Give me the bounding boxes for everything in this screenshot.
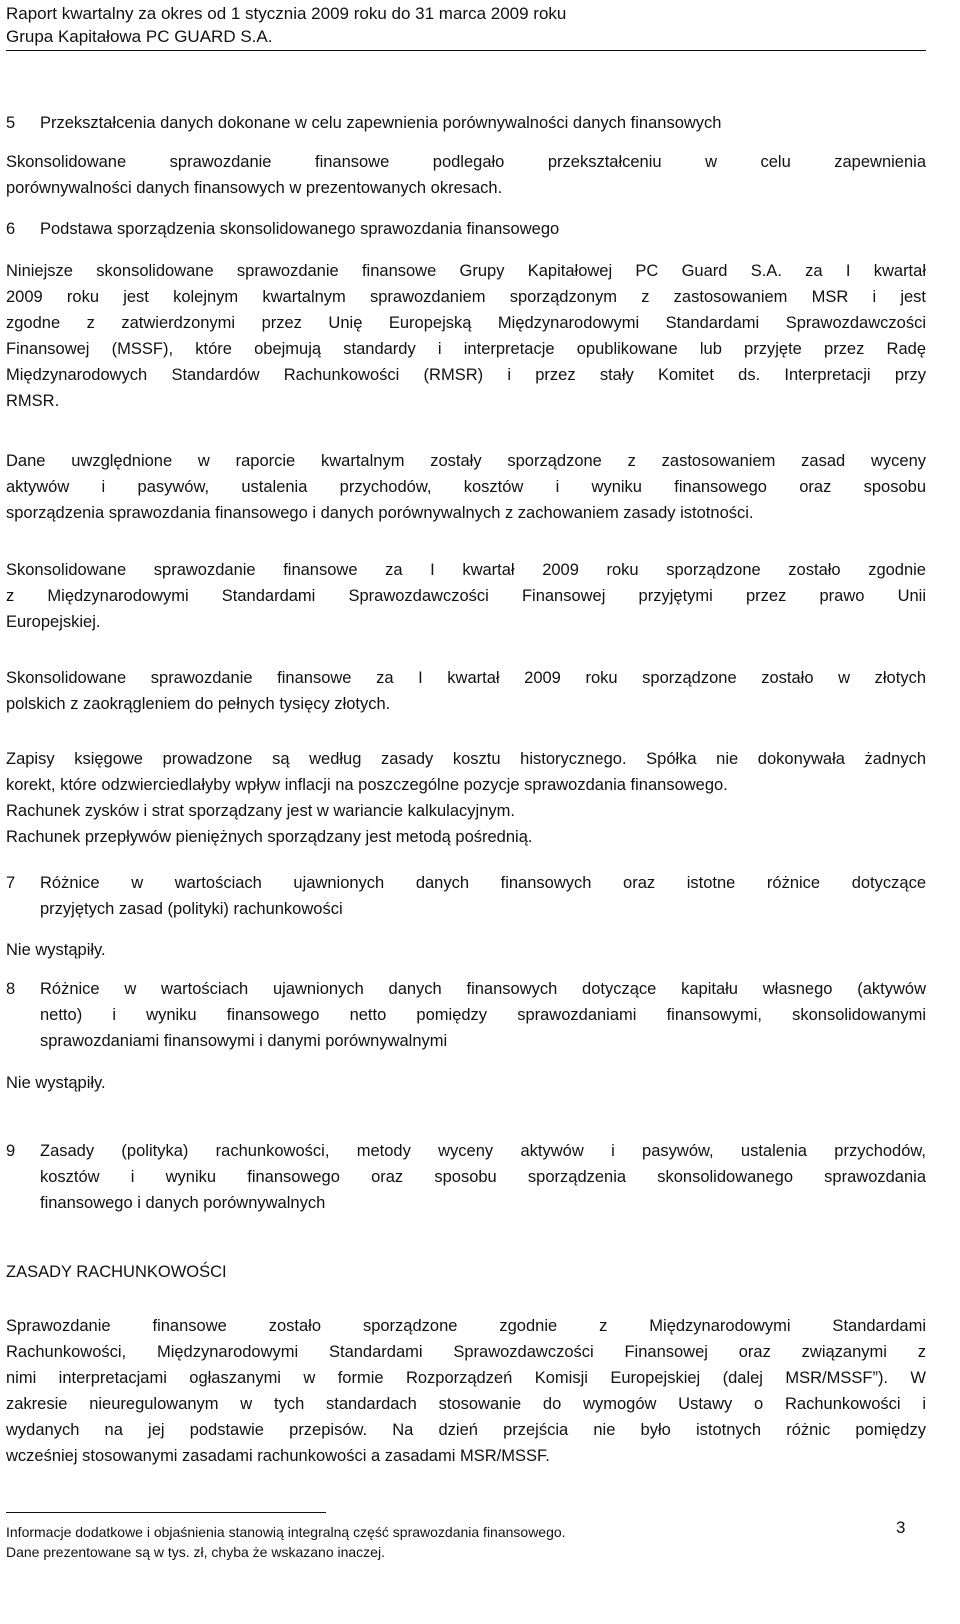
section-5-paragraph (6, 149, 926, 201)
text-line: aktywów i pasywów, ustalenia przychodów, kosztów i wyniku finansowego oraz sposobu (6, 478, 926, 496)
section-number: 6 (6, 220, 16, 238)
section-8-heading (6, 976, 926, 1054)
text-line: Zapisy księgowe prowadzone są według zasady kosztu historycznego. Spółka nie dokonywała żadnych (6, 750, 926, 768)
text-line: Międzynarodowych Standardów Rachunkowości (RMSR) i przez stały Komitet ds. Interpretacji przy (6, 366, 926, 384)
text-line: z Międzynarodowymi Standardami Sprawozdawczości Finansowej przyjętymi przez prawo Unii (6, 587, 926, 605)
section-title-line: sprawozdaniami finansowymi i danymi porównywalnymi (40, 1032, 448, 1050)
text-line: korekt, które odzwierciedlałyby wpływ inflacji na poszczególne pozycje sprawozdania finansowego. (6, 776, 728, 794)
section-title: Przekształcenia danych dokonane w celu zapewnienia porównywalności danych finansowych (40, 114, 722, 132)
section-6-paragraph-3 (6, 557, 926, 635)
footer-divider (6, 1512, 326, 1513)
text-line: Finansowej (MSSF), które obejmują standardy i interpretacje opublikowane lub przyjęte przez Radę (6, 340, 926, 358)
section-6-paragraph-1 (6, 258, 926, 414)
section-title-line: Różnice w wartościach ujawnionych danych finansowych dotyczące kapitału własnego (aktywów (40, 980, 926, 998)
section-8-answer: Nie wystąpiły. (6, 1074, 106, 1092)
section-9-heading (6, 1138, 926, 1216)
text-line: 2009 roku jest kolejnym kwartalnym sprawozdaniem sporządzonym z zastosowaniem MSR i jest (6, 288, 926, 306)
section-title-line: Zasady (polityka) rachunkowości, metody wyceny aktywów i pasywów, ustalenia przychodów, (40, 1142, 926, 1160)
text-line: sporządzenia sprawozdania finansowego i danych porównywalnych z zachowaniem zasady istotności. (6, 504, 754, 522)
text-line: Europejskiej. (6, 613, 101, 631)
section-title-line: Różnice w wartościach ujawnionych danych finansowych oraz istotne różnice dotyczące (40, 874, 926, 892)
text-line: Skonsolidowane sprawozdanie finansowe podlegało przekształceniu w celu zapewnienia (6, 153, 926, 171)
text-line: zgodne z zatwierdzonymi przez Unię Europejską Międzynarodowymi Standardami Sprawozdawczości (6, 314, 926, 332)
text-line: Rachunkowości, Międzynarodowymi Standardami Sprawozdawczości Finansowej oraz związanymi z (6, 1343, 926, 1361)
section-number: 7 (6, 874, 16, 892)
text-line: polskich z zaokrągleniem do pełnych tysięcy złotych. (6, 695, 391, 713)
accounting-principles-subheading: ZASADY RACHUNKOWOŚCI (6, 1263, 227, 1281)
section-9-paragraph (6, 1313, 926, 1469)
text-line: Rachunek zysków i strat sporządzany jest w wariancie kalkulacyjnym. (6, 802, 515, 820)
section-title-line: kosztów i wyniku finansowego oraz sposobu sporządzenia skonsolidowanego sprawozdania (40, 1168, 926, 1186)
page-header (6, 2, 926, 48)
section-number: 9 (6, 1142, 16, 1160)
footer-note-2: Dane prezentowane są w tys. zł, chyba że wskazano inaczej. (6, 1544, 385, 1560)
section-title-line: finansowego i danych porównywalnych (40, 1194, 326, 1212)
text-line: zakresie nieuregulowanym w tych standardach stosowanie do wymogów Ustawy o Rachunkowości i (6, 1395, 926, 1413)
text-line: Skonsolidowane sprawozdanie finansowe za I kwartał 2009 roku sporządzone zostało w złotych (6, 669, 926, 687)
section-6-heading (6, 216, 926, 242)
header-divider (6, 50, 926, 51)
text-line: nimi interpretacjami ogłaszanymi w formie Rozporządzeń Komisji Europejskiej (dalej MSR/MSSF”). W (6, 1369, 926, 1387)
section-number: 5 (6, 114, 16, 132)
text-line: RMSR. (6, 392, 60, 410)
section-title-line: netto) i wyniku finansowego netto pomiędzy sprawozdaniami finansowymi, skonsolidowanymi (40, 1006, 926, 1024)
section-6-paragraph-5 (6, 746, 926, 850)
section-7-heading (6, 870, 926, 922)
section-7-answer: Nie wystąpiły. (6, 941, 106, 959)
section-5-heading (6, 110, 926, 136)
footer-note-1: Informacje dodatkowe i objaśnienia stanowią integralną część sprawozdania finansowego. (6, 1524, 566, 1540)
header-company-name: Grupa Kapitałowa PC GUARD S.A. (6, 27, 273, 46)
header-report-title: Raport kwartalny za okres od 1 stycznia 2009 roku do 31 marca 2009 roku (6, 4, 567, 23)
section-6-paragraph-2 (6, 448, 926, 526)
section-6-paragraph-4 (6, 665, 926, 717)
page-number: 3 (896, 1518, 906, 1537)
text-line: Dane uwzględnione w raporcie kwartalnym zostały sporządzone z zastosowaniem zasad wyceny (6, 452, 926, 470)
text-line: Niniejsze skonsolidowane sprawozdanie finansowe Grupy Kapitałowej PC Guard S.A. za I kwartał (6, 262, 926, 280)
text-line: wydanych na jej podstawie przepisów. Na dzień przejścia nie było istotnych różnic pomiędzy (6, 1421, 926, 1439)
section-title: Podstawa sporządzenia skonsolidowanego sprawozdania finansowego (40, 220, 560, 238)
text-line: Skonsolidowane sprawozdanie finansowe za I kwartał 2009 roku sporządzone zostało zgodnie (6, 561, 926, 579)
page-footer (6, 1522, 566, 1562)
text-line: wcześniej stosowanymi zasadami rachunkowości a zasadami MSR/MSSF. (6, 1447, 550, 1465)
text-line: Rachunek przepływów pieniężnych sporządzany jest metodą pośrednią. (6, 828, 533, 846)
section-title-line: przyjętych zasad (polityki) rachunkowości (40, 900, 343, 918)
text-line: porównywalności danych finansowych w prezentowanych okresach. (6, 179, 503, 197)
text-line: Sprawozdanie finansowe zostało sporządzone zgodnie z Międzynarodowymi Standardami (6, 1317, 926, 1335)
section-number: 8 (6, 980, 16, 998)
